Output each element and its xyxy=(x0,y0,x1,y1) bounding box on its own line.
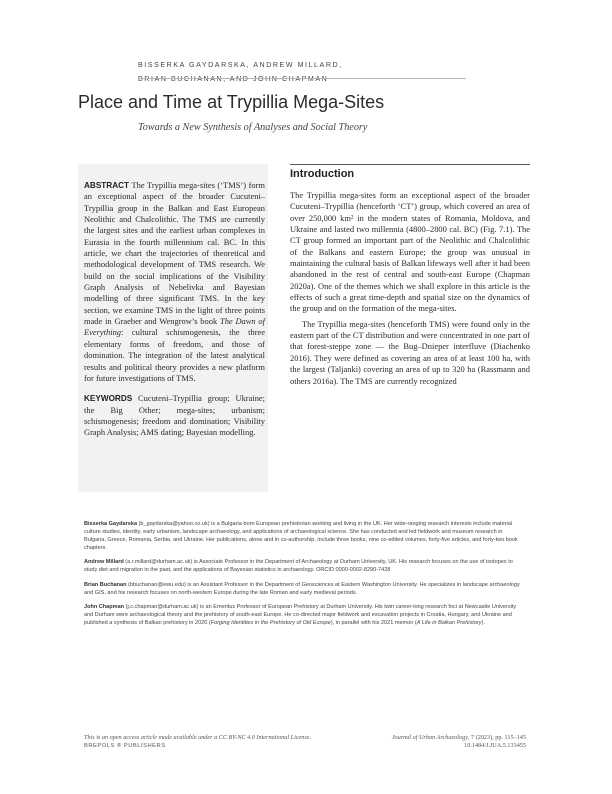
keywords-paragraph xyxy=(84,393,265,438)
journal-name: Journal of Urban Archaeology xyxy=(391,734,468,741)
bio-book-title: A Life in Balkan Prehistory xyxy=(416,619,482,626)
bio-text: ). xyxy=(481,619,485,626)
bio-name: Bisserka Gaydarska xyxy=(84,521,138,527)
bio-buchanan xyxy=(84,581,520,597)
doi: 10.1484/J.JUA.5.133455 xyxy=(464,742,526,750)
introduction-body xyxy=(290,190,530,387)
bio-name: Brian Buchanan xyxy=(84,581,127,588)
introduction-heading: Introduction xyxy=(290,168,355,180)
keywords-text: Cucuteni–Trypillia group; Ukraine; the Big Other; mega-sites; urbanism; schismogenesis; freedom and domination; Visibility Graph Analysis; AMS dating; Bayesian modelling. xyxy=(84,393,265,438)
title-divider xyxy=(138,78,466,79)
keywords-label: KEYWORDS xyxy=(84,394,133,404)
bio-name: Andrew Millard xyxy=(84,559,124,566)
intro-paragraph-2: The Trypillia mega-sites (henceforth TMS) were found only in the eastern part of the CT distribution and were concentrated in one part of that forest-steppe zone — the Bug–Dnieper interfluve (Diachenko 2016). They were defined as covering an area of at least 100 ha, with the largest (Taljanki) covering an area of up to 320 ha (Rassmann and others 2016a). The TMS are currently recognized xyxy=(290,318,530,386)
volume-pages: , 7 (2023), pp. 115–145 xyxy=(467,734,526,741)
article-title: Place and Time at Trypillia Mega-Sites xyxy=(78,92,385,112)
abstract-text-2: : cultural schismogenesis, the three elementary forms of freedom, and those of domination. The integration of the latest analytical results and political theory provides a new platform for future investigations of TMS. xyxy=(84,327,265,383)
bio-text: ), in parallel with his 2021 memoir ( xyxy=(330,619,417,626)
authors-line-2: BRIAN BUCHANAN, AND JOHN CHAPMAN xyxy=(138,75,329,83)
bio-text: (bbuchanan@ewu.edu) is an Assistant Professor in the Department of Geosciences at Eastern Washington University. He specializes in landscape archaeology and GIS, and his research focuses on north-western Europe during the late Roman and early medieval periods. xyxy=(84,581,520,596)
intro-paragraph-1: The Trypillia mega-sites form an exceptional aspect of the broader Cucuteni–Trypillia (henceforth ‘CT’) group, which covered an area of over 250,000 km² in the modern states of Romania, Moldova, and Ukraine and lasted two millennia (4800–2800 cal. BC) (Fig. 7.1). The CT group formed an important part of the Neolithic and Chalcolithic of the Balkans and eastern Europe; the group was unusual in maintaining the cultural basis of Balkan lifeways well after it had been abandoned in the rest of central and south-east Europe (Chapman 2020a). One of the themes which we shall explore in this article is the effects of such a great time-depth and spatial size on the dynamics of the group and on the formation of the mega-sites. xyxy=(290,190,530,314)
open-access-notice: This is an open access article made available under a CC BY-NC 4.0 International License. xyxy=(84,734,312,741)
bio-name: John Chapman xyxy=(84,603,125,610)
journal-citation xyxy=(318,734,526,742)
authors-line-1: BISSERKA GAYDARSKA, ANDREW MILLARD, xyxy=(138,61,343,69)
bio-gaydarska xyxy=(84,520,520,552)
abstract-text-1: The Trypillia mega-sites (‘TMS’) form an exceptional aspect of the broader Cucuteni–Trypillia group in the Balkan and East European Neolithic and Chalcolithic. The TMS are currently the largest sites and the earliest urban complexes in Eurasia in the fourth millennium cal. BC. In this article, we chart the trajectories of theoretical and methodological development of TMS research. We build on the social implications of the Visibility Graph Analysis of Nebelivka and Bayesian modelling of three significant TMS. In the key section, we examine TMS in the light of three points made in Graeber and Wengrow’s book xyxy=(84,180,265,327)
abstract-book-title: The Dawn of Everything xyxy=(84,316,265,338)
author-bios xyxy=(84,520,520,627)
abstract-content xyxy=(84,180,265,439)
abstract-label: ABSTRACT xyxy=(84,181,130,190)
abstract-paragraph xyxy=(84,180,265,384)
footer-citation xyxy=(318,734,526,751)
bio-text: (j.c.chapman@durham.ac.uk) is an Emeritus Professor of European Prehistory at Durham University. His twin career-long research foci at Newcastle University and Durham were archaeological theory and the prehistory of south-east Europe. He co-directed major fieldwork and excavation projects in Croatia, Hungary, and Ukraine and published a synthesis of Balkan prehistory in 2020 ( xyxy=(84,603,517,626)
bio-book-title: Forging Identities in the Prehistory of Old Europe xyxy=(210,619,331,626)
publisher-logo: BREPOLS ® PUBLISHERS xyxy=(84,743,166,750)
article-subtitle: Towards a New Synthesis of Analyses and Social Theory xyxy=(138,122,368,133)
author-list xyxy=(138,58,358,86)
bio-chapman xyxy=(84,603,520,627)
bio-millard xyxy=(84,558,520,574)
bio-text: (a.r.millard@durham.ac.uk) is Associate Professor in the Department of Archaeology at Durham University, UK. His research focuses on the use of isotopes to study diet and migration in the past, and the applications of Bayesian statistics in archaeology. ORCID 0000-0002-8290-7428 xyxy=(84,559,513,574)
bio-text: (b_gaydarska@yahoo.co.uk) is a Bulgaria-born European prehistorian working and living in the UK. Her wide-ranging research interests include material culture studies, identity, early urbanism, landscape archaeology, and applications of archaeological science. She has conducted and led fieldwork and museum research in Bulgaria, Greece, Romania, Serbia, and Ukraine. Her publications, alone and in co-authorship, include three books, nine co-edited volumes, forty-five articles, and forty-two book chapters. xyxy=(84,521,518,552)
introduction-divider xyxy=(290,164,530,165)
